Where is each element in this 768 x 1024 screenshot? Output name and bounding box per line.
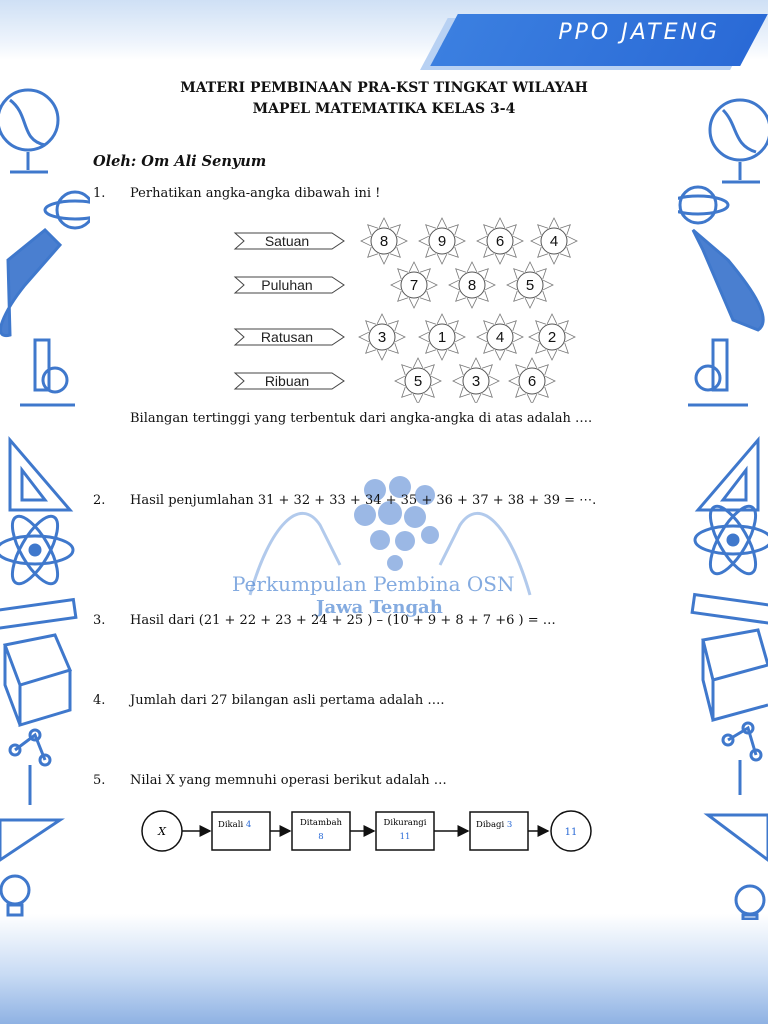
- svg-text:9: 9: [437, 233, 447, 250]
- flask-icon: [693, 230, 763, 330]
- right-science-doodles: [678, 60, 768, 920]
- question-5-text: Nilai X yang memnuhi operasi berikut adalah …: [130, 773, 447, 788]
- digit-sun-ratusan-3: [529, 314, 575, 360]
- digit-sun-puluhan-0: [391, 262, 437, 308]
- svg-text:Satuan: Satuan: [264, 233, 310, 249]
- flask-icon: [1, 230, 60, 336]
- svg-text:4: 4: [549, 233, 559, 250]
- svg-text:Dikali 4: Dikali 4: [218, 820, 252, 830]
- svg-text:2: 2: [547, 329, 557, 346]
- svg-text:Ribuan: Ribuan: [264, 373, 310, 389]
- planet-icon: [678, 187, 728, 223]
- svg-text:11: 11: [564, 827, 578, 838]
- svg-text:8: 8: [379, 233, 389, 250]
- svg-text:3: 3: [471, 373, 481, 390]
- svg-text:4: 4: [495, 329, 505, 346]
- svg-text:X: X: [158, 825, 166, 838]
- digit-sun-ratusan-1: [419, 314, 465, 360]
- flow-step-1: [292, 812, 350, 850]
- svg-text:3: 3: [377, 329, 387, 346]
- author-line: Oleh: Om Ali Senyum: [93, 153, 267, 170]
- question-4-number: 4.: [93, 693, 106, 708]
- molecule-icon: [723, 723, 761, 795]
- place-value-figure: [232, 208, 592, 403]
- question-4-text: Jumlah dari 27 bilangan asli pertama adalah ….: [130, 693, 445, 708]
- operation-flow-diagram: [140, 806, 600, 856]
- question-5-number: 5.: [93, 773, 106, 788]
- place-value-label-satuan: [235, 233, 344, 249]
- svg-text:Ratusan: Ratusan: [260, 329, 314, 345]
- page-title-line1: MATERI PEMBINAAN PRA-KST TINGKAT WILAYAH: [180, 80, 588, 96]
- digit-sun-puluhan-1: [449, 262, 495, 308]
- digit-sun-ribuan-2: [509, 358, 555, 403]
- svg-text:1: 1: [437, 329, 447, 346]
- svg-text:8: 8: [467, 277, 477, 294]
- microscope-icon: [20, 340, 75, 405]
- question-2-text: Hasil penjumlahan 31 + 32 + 33 + 34 + 35 + 36 + 37 + 38 + 39 = ⋯.: [130, 493, 597, 508]
- svg-text:6: 6: [527, 373, 537, 390]
- svg-text:7: 7: [409, 277, 419, 294]
- set-square-icon: [0, 820, 60, 860]
- watermark-text-line2: Jawa Tengah: [316, 597, 443, 618]
- flow-step-3: [470, 812, 528, 850]
- flow-end-node: [551, 811, 591, 851]
- digit-sun-ratusan-0: [359, 314, 405, 360]
- atom-icon: [0, 510, 73, 590]
- digit-sun-ratusan-2: [477, 314, 523, 360]
- watermark-text-line1: Perkumpulan Pembina OSN: [232, 572, 515, 596]
- triangle-ruler-icon: [698, 440, 758, 510]
- flow-start-node: [142, 811, 182, 851]
- digit-sun-satuan-0: [361, 218, 407, 264]
- ruler-icon: [692, 595, 768, 624]
- svg-text:Ditambah: Ditambah: [299, 818, 343, 828]
- svg-text:8: 8: [318, 832, 324, 842]
- cube-icon: [5, 635, 70, 725]
- svg-text:Puluhan: Puluhan: [261, 277, 313, 293]
- svg-text:6: 6: [495, 233, 505, 250]
- question-2-number: 2.: [93, 493, 106, 508]
- microscope-icon: [688, 340, 748, 405]
- bottom-gradient-band: [0, 914, 768, 1024]
- digit-sun-ribuan-0: [395, 358, 441, 403]
- svg-text:5: 5: [413, 373, 423, 390]
- left-science-doodles: [0, 60, 90, 920]
- triangle-ruler-icon: [10, 440, 70, 510]
- svg-text:5: 5: [525, 277, 535, 294]
- cube-icon: [703, 630, 768, 720]
- flow-step-2: [376, 812, 434, 850]
- ruler-icon: [0, 600, 76, 629]
- digit-sun-satuan-2: [477, 218, 523, 264]
- svg-text:Dibagi 3: Dibagi 3: [476, 820, 513, 830]
- question-1-text: Perhatikan angka-angka dibawah ini !: [130, 186, 381, 201]
- digit-sun-ribuan-1: [453, 358, 499, 403]
- place-value-label-ratusan: [235, 329, 344, 345]
- question-3-text: Hasil dari (21 + 22 + 23 + 24 + 25 ) – (10 + 9 + 8 + 7 +6 ) = …: [130, 613, 556, 628]
- question-3-number: 3.: [93, 613, 106, 628]
- planet-icon: [45, 192, 90, 228]
- svg-text:11: 11: [399, 832, 411, 842]
- lightbulb-icon: [1, 876, 29, 915]
- svg-text:Dikurangi: Dikurangi: [383, 818, 427, 828]
- question-1-followup: Bilangan tertinggi yang terbentuk dari angka-angka di atas adalah ….: [130, 411, 593, 426]
- page-title-line2: MAPEL MATEMATIKA KELAS 3-4: [252, 101, 516, 117]
- set-square-icon: [708, 815, 768, 860]
- flow-step-0: [212, 812, 270, 850]
- brand-logo-text: PPO JATENG: [558, 20, 720, 45]
- place-value-label-puluhan: [235, 277, 344, 293]
- lightbulb-icon: [736, 886, 764, 919]
- question-1-number: 1.: [93, 186, 106, 201]
- place-value-label-ribuan: [235, 373, 344, 389]
- atom-icon: [695, 500, 768, 580]
- digit-sun-satuan-1: [419, 218, 465, 264]
- digit-sun-puluhan-2: [507, 262, 553, 308]
- molecule-icon: [10, 730, 50, 805]
- digit-sun-satuan-3: [531, 218, 577, 264]
